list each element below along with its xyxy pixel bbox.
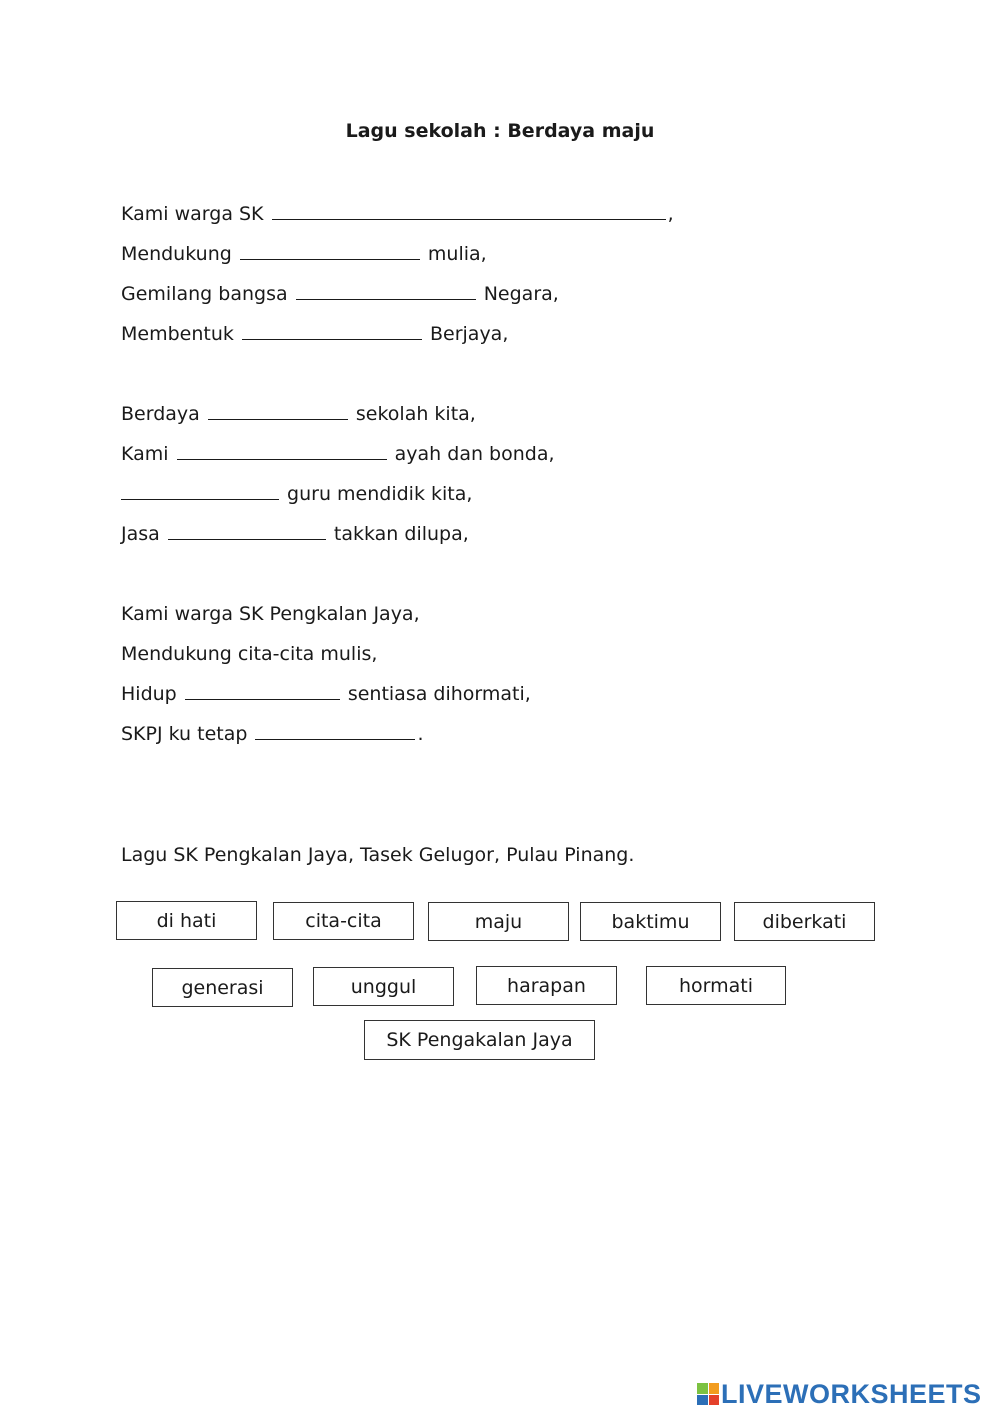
lyric-line	[121, 402, 476, 426]
answer-blank[interactable]	[242, 323, 422, 340]
lyric-line	[121, 322, 508, 346]
lyric-text: Kami warga SK	[121, 203, 264, 225]
lyric-text: Hidup	[121, 683, 177, 705]
logo-text: LIVEWORKSHEETS	[721, 1378, 982, 1409]
answer-blank[interactable]	[208, 403, 348, 420]
option-chip[interactable]: hormati	[646, 966, 786, 1005]
lyric-text: SKPJ ku tetap	[121, 723, 248, 745]
song-note: Lagu SK Pengkalan Jaya, Tasek Gelugor, Pulau Pinang.	[121, 844, 635, 866]
option-chip[interactable]: SK Pengakalan Jaya	[364, 1020, 595, 1060]
option-chip[interactable]: baktimu	[580, 902, 721, 941]
lyric-line: Kami warga SK Pengkalan Jaya,	[121, 603, 420, 625]
page-title: Lagu sekolah : Berdaya maju	[345, 120, 655, 142]
lyric-text: guru mendidik kita,	[287, 483, 473, 505]
lyric-line	[121, 242, 487, 266]
lyric-text: ayah dan bonda,	[394, 443, 555, 465]
lyric-line: Mendukung cita-cita mulis,	[121, 643, 378, 665]
answer-blank[interactable]	[255, 723, 415, 740]
option-chip[interactable]: cita-cita	[273, 902, 414, 940]
answer-blank[interactable]	[177, 443, 387, 460]
lyric-text: Berjaya,	[429, 323, 509, 345]
lyric-text: Kami	[121, 443, 169, 465]
lyric-text: sekolah kita,	[355, 403, 476, 425]
lyric-text: Negara,	[483, 283, 559, 305]
option-chip[interactable]: diberkati	[734, 902, 875, 941]
lyric-text: takkan dilupa,	[333, 523, 469, 545]
answer-blank[interactable]	[240, 243, 420, 260]
lyric-text: Berdaya	[121, 403, 200, 425]
liveworksheets-logo	[697, 1379, 982, 1409]
option-chip[interactable]: generasi	[152, 968, 293, 1007]
lyric-line	[121, 202, 674, 226]
lyric-text: ,	[667, 203, 674, 225]
answer-blank[interactable]	[296, 283, 476, 300]
option-chip[interactable]: di hati	[116, 901, 257, 940]
answer-blank[interactable]	[272, 203, 666, 220]
lyric-text: Jasa	[121, 523, 160, 545]
lyric-line	[121, 522, 469, 546]
logo-icon	[697, 1383, 719, 1405]
lyric-line	[121, 722, 424, 746]
answer-blank[interactable]	[185, 683, 340, 700]
option-chip[interactable]: unggul	[313, 967, 454, 1006]
answer-blank[interactable]	[168, 523, 326, 540]
option-chip[interactable]: harapan	[476, 966, 617, 1005]
lyric-text: Gemilang bangsa	[121, 283, 288, 305]
lyric-line	[121, 482, 472, 506]
lyric-line	[121, 682, 531, 706]
lyric-text: mulia,	[427, 243, 487, 265]
answer-blank[interactable]	[121, 483, 279, 500]
lyric-text: .	[417, 723, 424, 745]
lyric-text: Membentuk	[121, 323, 234, 345]
lyric-line	[121, 442, 555, 466]
option-chip[interactable]: maju	[428, 902, 569, 941]
lyric-line	[121, 282, 559, 306]
lyric-text: Mendukung	[121, 243, 232, 265]
lyric-text: sentiasa dihormati,	[347, 683, 531, 705]
